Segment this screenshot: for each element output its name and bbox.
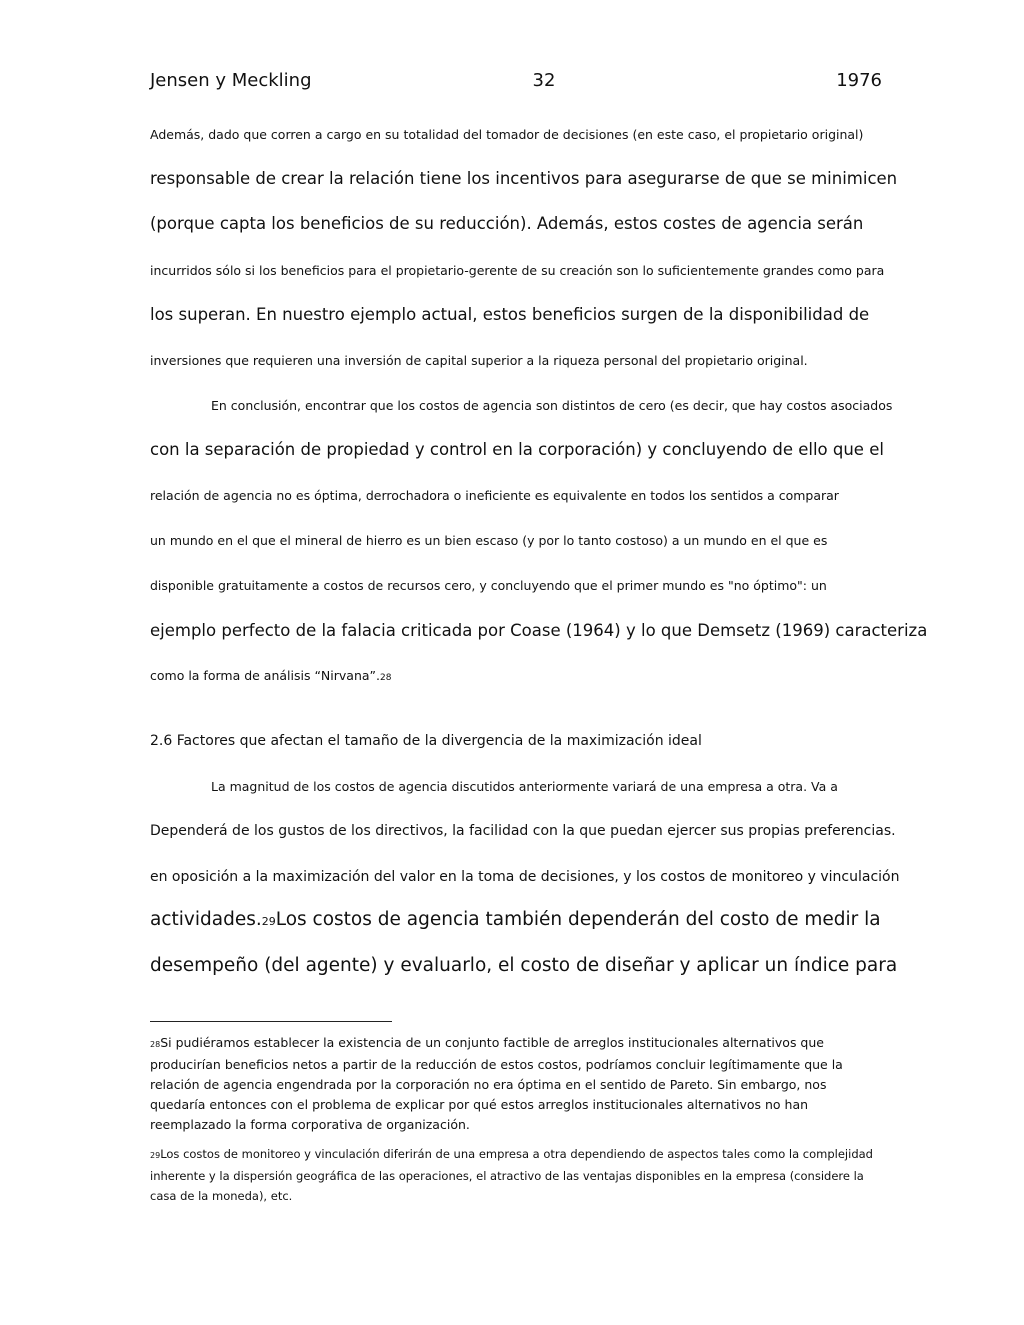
footnote-29 <box>150 1144 874 1206</box>
body-line: Además, dado que corren a cargo en su totalidad del tomador de decisiones (en este caso, el propietario original) <box>150 127 864 142</box>
footnote-text: Los costos de monitoreo y vinculación diferirán de una empresa a otra dependiendo de aspectos tales como la complejidad inherente y la dispersión geográfica de las operaciones, el atractivo de las ventajas disponibles en la empresa (considere la casa de la moneda), etc. <box>150 1147 873 1203</box>
running-header-year: 1976 <box>836 70 882 91</box>
footnote-text: Si pudiéramos establecer la existencia de un conjunto factible de arreglos institucionales alternativos que producirían beneficios netos a partir de la reducción de estos costos, podríamos concluir legítimamente que la relación de agencia engendrada por la corporación no era óptima en el sentido de Pareto. Sin embargo, nos quedaría entonces con el problema de explicar por qué estos arreglos institucionales alternativos no han reemplazado la forma corporativa de organización. <box>150 1035 843 1132</box>
footnote-separator <box>150 1021 392 1022</box>
body-line: un mundo en el que el mineral de hierro es un bien escaso (y por lo tanto costoso) a un mundo en el que es <box>150 533 828 548</box>
footnote-28 <box>150 1033 874 1135</box>
footnote-ref-28[interactable]: 28 <box>380 673 392 683</box>
body-line: responsable de crear la relación tiene los incentivos para asegurarse de que se minimicen <box>150 169 898 188</box>
body-line <box>150 668 391 684</box>
footnote-ref-29[interactable]: 29 <box>261 915 276 928</box>
page-number: 32 <box>532 70 556 91</box>
body-line: con la separación de propiedad y control en la corporación) y concluyendo de ello que el <box>150 440 884 459</box>
footnote-number: 28 <box>150 1040 161 1049</box>
body-line: relación de agencia no es óptima, derrochadora o ineficiente es equivalente en todos los sentidos a comparar <box>150 488 839 503</box>
body-line: La magnitud de los costos de agencia discutidos anteriormente variará de una empresa a otra. Va a <box>211 779 838 794</box>
body-line: incurridos sólo si los beneficios para el propietario-gerente de su creación son lo suficientemente grandes como para <box>150 263 885 278</box>
body-line: los superan. En nuestro ejemplo actual, estos beneficios surgen de la disponibilidad de <box>150 305 870 324</box>
body-line: en oposición a la maximización del valor en la toma de decisiones, y los costos de monitoreo y vinculación <box>150 869 900 885</box>
body-line <box>150 909 881 931</box>
section-heading: 2.6 Factores que afectan el tamaño de la divergencia de la maximización ideal <box>150 733 702 749</box>
body-line: Dependerá de los gustos de los directivos, la facilidad con la que puedan ejercer sus propias preferencias. <box>150 823 896 839</box>
body-line: En conclusión, encontrar que los costos de agencia son distintos de cero (es decir, que hay costos asociados <box>211 398 893 413</box>
body-line: disponible gratuitamente a costos de recursos cero, y concluyendo que el primer mundo es "no óptimo": un <box>150 578 827 593</box>
body-line: ejemplo perfecto de la falacia criticada por Coase (1964) y lo que Demsetz (1969) caracteriza <box>150 621 928 640</box>
body-line-text: como la forma de análisis “Nirvana”. <box>150 668 380 683</box>
footnote-number: 29 <box>150 1151 161 1160</box>
body-line: inversiones que requieren una inversión de capital superior a la riqueza personal del propietario original. <box>150 353 808 368</box>
body-line-text: actividades. <box>150 909 262 930</box>
body-line: desempeño (del agente) y evaluarlo, el costo de diseñar y aplicar un índice para <box>150 955 898 976</box>
body-line-text: Los costos de agencia también dependerán del costo de medir la <box>275 909 881 930</box>
body-line: (porque capta los beneficios de su reducción). Además, estos costes de agencia serán <box>150 214 864 233</box>
running-header-author: Jensen y Meckling <box>150 70 312 91</box>
